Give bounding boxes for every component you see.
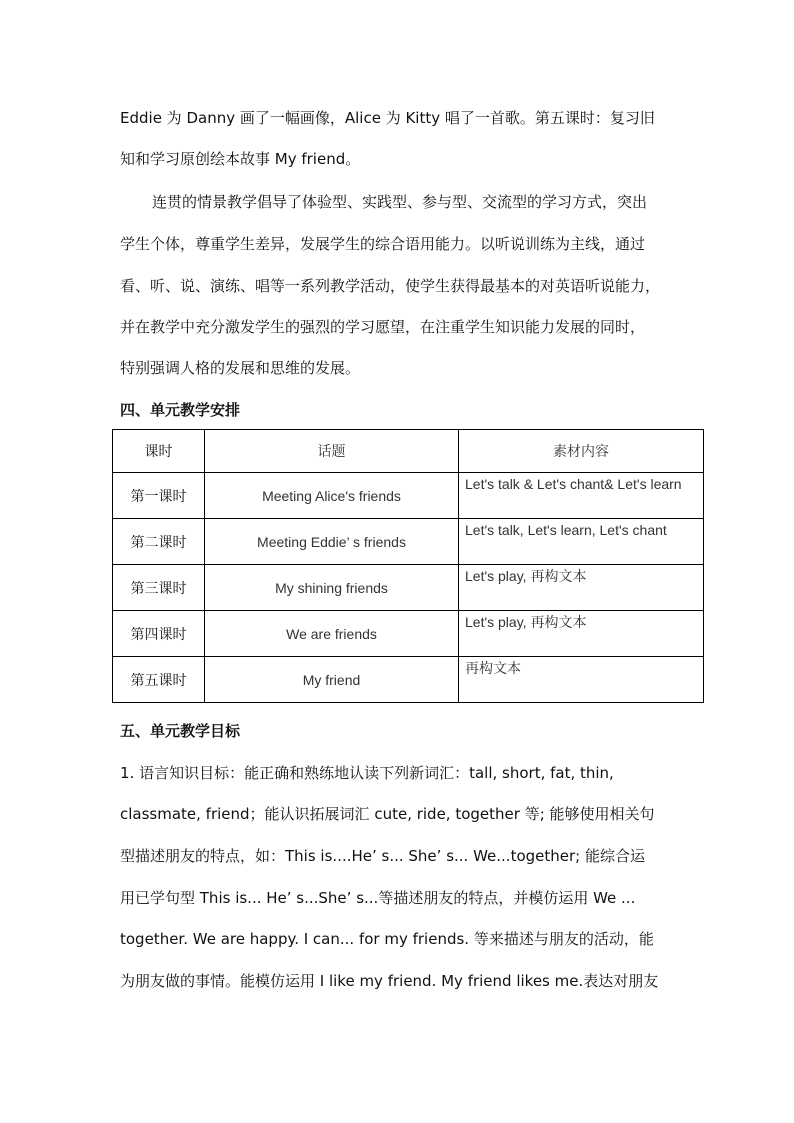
topic-cell: My shining friends <box>205 565 459 611</box>
paragraph-line: 为朋友做的事情。能模仿运用 I like my friend. My friend likes me.表达对朋友 <box>120 972 659 990</box>
table-row <box>113 473 704 519</box>
material-cell: 再构文本 <box>459 657 704 703</box>
table-row <box>113 565 704 611</box>
lesson-cell: 第一课时 <box>113 473 205 519</box>
table-row <box>113 611 704 657</box>
material-cell: Let's play, 再构文本 <box>459 565 704 611</box>
paragraph-line: 特别强调人格的发展和思维的发展。 <box>120 359 361 377</box>
material-cell: Let's talk, Let's learn, Let's chant <box>459 519 704 565</box>
paragraph-line: 1. 语言知识目标：能正确和熟练地认读下列新词汇：tall, short, fat, thin, <box>120 764 614 782</box>
lesson-cell: 第五课时 <box>113 657 205 703</box>
lesson-cell: 第三课时 <box>113 565 205 611</box>
table-header-cell: 话题 <box>205 430 459 473</box>
lesson-cell: 第四课时 <box>113 611 205 657</box>
topic-cell: My friend <box>205 657 459 703</box>
topic-cell: Meeting Eddie’ s friends <box>205 519 459 565</box>
paragraph-line: 并在教学中充分激发学生的强烈的学习愿望，在注重学生知识能力发展的同时， <box>120 318 646 336</box>
paragraph-line: together. We are happy. I can... for my friends. 等来描述与朋友的活动，能 <box>120 930 654 948</box>
paragraph-line: Eddie 为 Danny 画了一幅画像，Alice 为 Kitty 唱了一首歌。第五课时：复习旧 <box>120 109 655 127</box>
table-header-cell: 素材内容 <box>459 430 704 473</box>
table-row <box>113 657 704 703</box>
paragraph-line: 知和学习原创绘本故事 My friend。 <box>120 150 361 168</box>
lesson-schedule-table <box>112 429 704 703</box>
paragraph-line: 学生个体，尊重学生差异，发展学生的综合语用能力。以听说训练为主线，通过 <box>120 235 646 253</box>
material-cell: Let's talk & Let's chant& Let's learn <box>459 473 704 519</box>
section-heading: 五、单元教学目标 <box>120 722 241 740</box>
paragraph-line: classmate, friend；能认识拓展词汇 cute, ride, together 等; 能够使用相关句 <box>120 805 655 823</box>
table-header-cell: 课时 <box>113 430 205 473</box>
paragraph-line: 型描述朋友的特点，如：This is....He’ s... She’ s... We...together; 能综合运 <box>120 847 645 865</box>
lesson-cell: 第二课时 <box>113 519 205 565</box>
section-heading: 四、单元教学安排 <box>120 401 241 419</box>
topic-cell: Meeting Alice's friends <box>205 473 459 519</box>
table-row <box>113 519 704 565</box>
topic-cell: We are friends <box>205 611 459 657</box>
material-cell: Let's play, 再构文本 <box>459 611 704 657</box>
paragraph-line: 用已学句型 This is... He’ s...She’ s...等描述朋友的特点，并模仿运用 We ... <box>120 889 636 907</box>
paragraph-line: 连贯的情景教学倡导了体验型、实践型、参与型、交流型的学习方式，突出 <box>152 193 648 211</box>
table-header-row <box>113 430 704 473</box>
paragraph-line: 看、听、说、演练、唱等一系列教学活动，使学生获得最基本的对英语听说能力， <box>120 277 661 295</box>
